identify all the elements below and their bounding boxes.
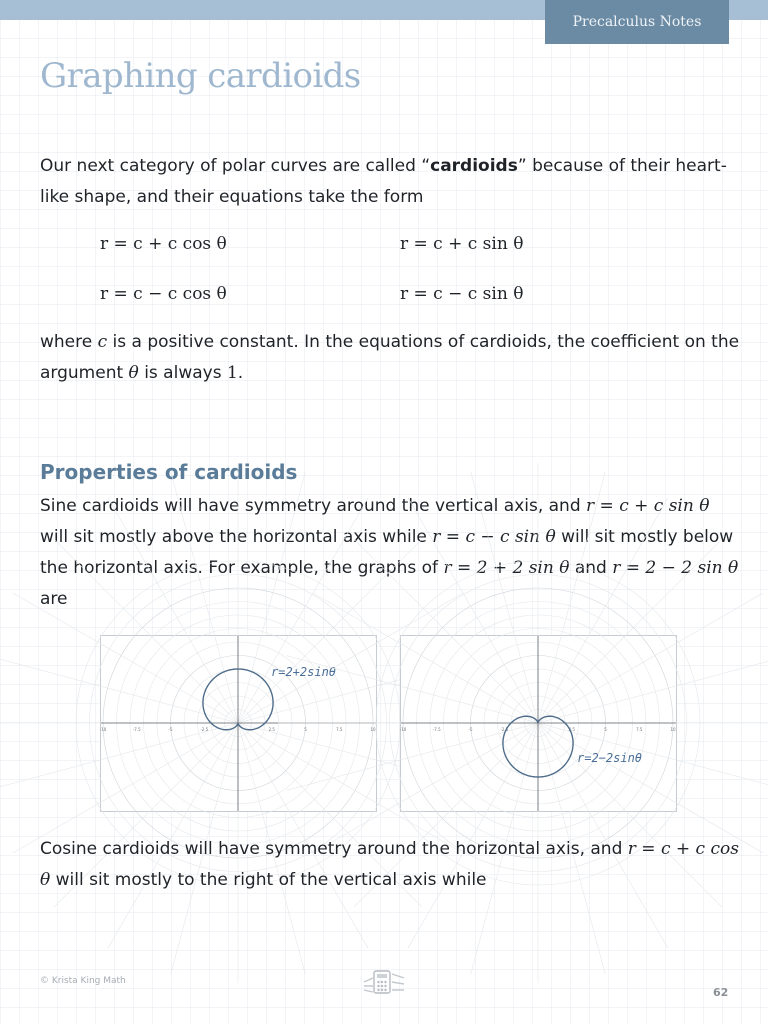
polar-graph-sin-minus (400, 635, 677, 812)
sine-eq-3: r = 2 + 2 sin θ (443, 558, 570, 578)
intro-text-1: Our next category of polar curves are called “ (40, 156, 431, 176)
sine-text-1: Sine cardioids will have symmetry around the vertical axis, and (40, 496, 587, 516)
x-tick-label: 7.5 (336, 727, 343, 732)
sine-text-4: and (569, 558, 613, 578)
x-tick-label: -10 (399, 727, 407, 732)
equation-sin-minus: r = c − c sin θ (400, 284, 524, 304)
intro-term: cardioids (430, 156, 518, 176)
x-tick-label: -7.5 (132, 727, 141, 732)
x-tick-label: -2.5 (200, 727, 209, 732)
sine-eq-1: r = c + c sin θ (586, 496, 710, 516)
sine-text-2: will sit mostly above the horizontal axis while (40, 527, 433, 547)
x-tick-label: -2.5 (500, 727, 509, 732)
sine-text-5: are (40, 589, 68, 609)
intro-text-2: ” because of their heart-like shape, and their equations take the form (40, 156, 727, 207)
equation-sin-plus: r = c + c sin θ (400, 234, 524, 254)
x-tick-label: 10 (370, 727, 376, 732)
x-tick-label: -5 (168, 727, 173, 732)
x-tick-label: 5 (304, 727, 307, 732)
where-one: 1 (226, 363, 238, 383)
where-var-theta: θ (128, 363, 139, 383)
section-heading-properties: Properties of cardioids (40, 460, 298, 484)
handwritten-label: r=2−2sinθ (577, 751, 643, 765)
x-tick-label: -10 (99, 727, 107, 732)
cosine-paragraph (40, 834, 740, 896)
x-tick-label: 2.5 (568, 727, 575, 732)
header-tab: Precalculus Notes (545, 0, 729, 44)
equation-cos-plus: r = c + c cos θ (100, 234, 227, 254)
where-text-2: is a positive constant. In the equations of cardioids, the coefficient on the argument (40, 332, 740, 383)
x-tick-label: 10 (670, 727, 676, 732)
polar-graph-sin-plus (100, 635, 377, 812)
cosine-text-2: will sit mostly to the right of the vertical axis while (50, 870, 487, 890)
cosine-eq-1: r = c + c cos θ (40, 839, 739, 890)
calculator-logo-icon (360, 968, 408, 996)
handwritten-label: r=2+2sinθ (271, 665, 337, 679)
where-text-1: where (40, 332, 98, 352)
x-tick-label: -7.5 (432, 727, 441, 732)
page-title: Graphing cardioids (40, 56, 361, 96)
polar-graph-svg (401, 636, 676, 811)
intro-paragraph (40, 151, 740, 213)
where-text-3: is always (138, 363, 227, 383)
polar-graph-svg (101, 636, 376, 811)
sine-eq-2: r = c − c sin θ (432, 527, 556, 547)
sine-text-3: will sit mostly below the horizontal axis. For example, the graphs of (40, 527, 734, 578)
x-tick-label: 7.5 (636, 727, 643, 732)
cosine-text-1: Cosine cardioids will have symmetry around the horizontal axis, and (40, 839, 628, 859)
equation-cos-minus: r = c − c cos θ (100, 284, 227, 304)
sine-paragraph (40, 491, 740, 615)
footer-copyright: © Krista King Math (40, 976, 126, 986)
x-tick-label: 5 (604, 727, 607, 732)
where-paragraph (40, 327, 740, 389)
where-var-c: c (97, 332, 108, 352)
x-tick-label: 2.5 (268, 727, 275, 732)
sine-eq-4: r = 2 − 2 sin θ (612, 558, 739, 578)
where-text-4: . (237, 363, 244, 383)
page-number: 62 (713, 986, 729, 999)
x-tick-label: -5 (468, 727, 473, 732)
